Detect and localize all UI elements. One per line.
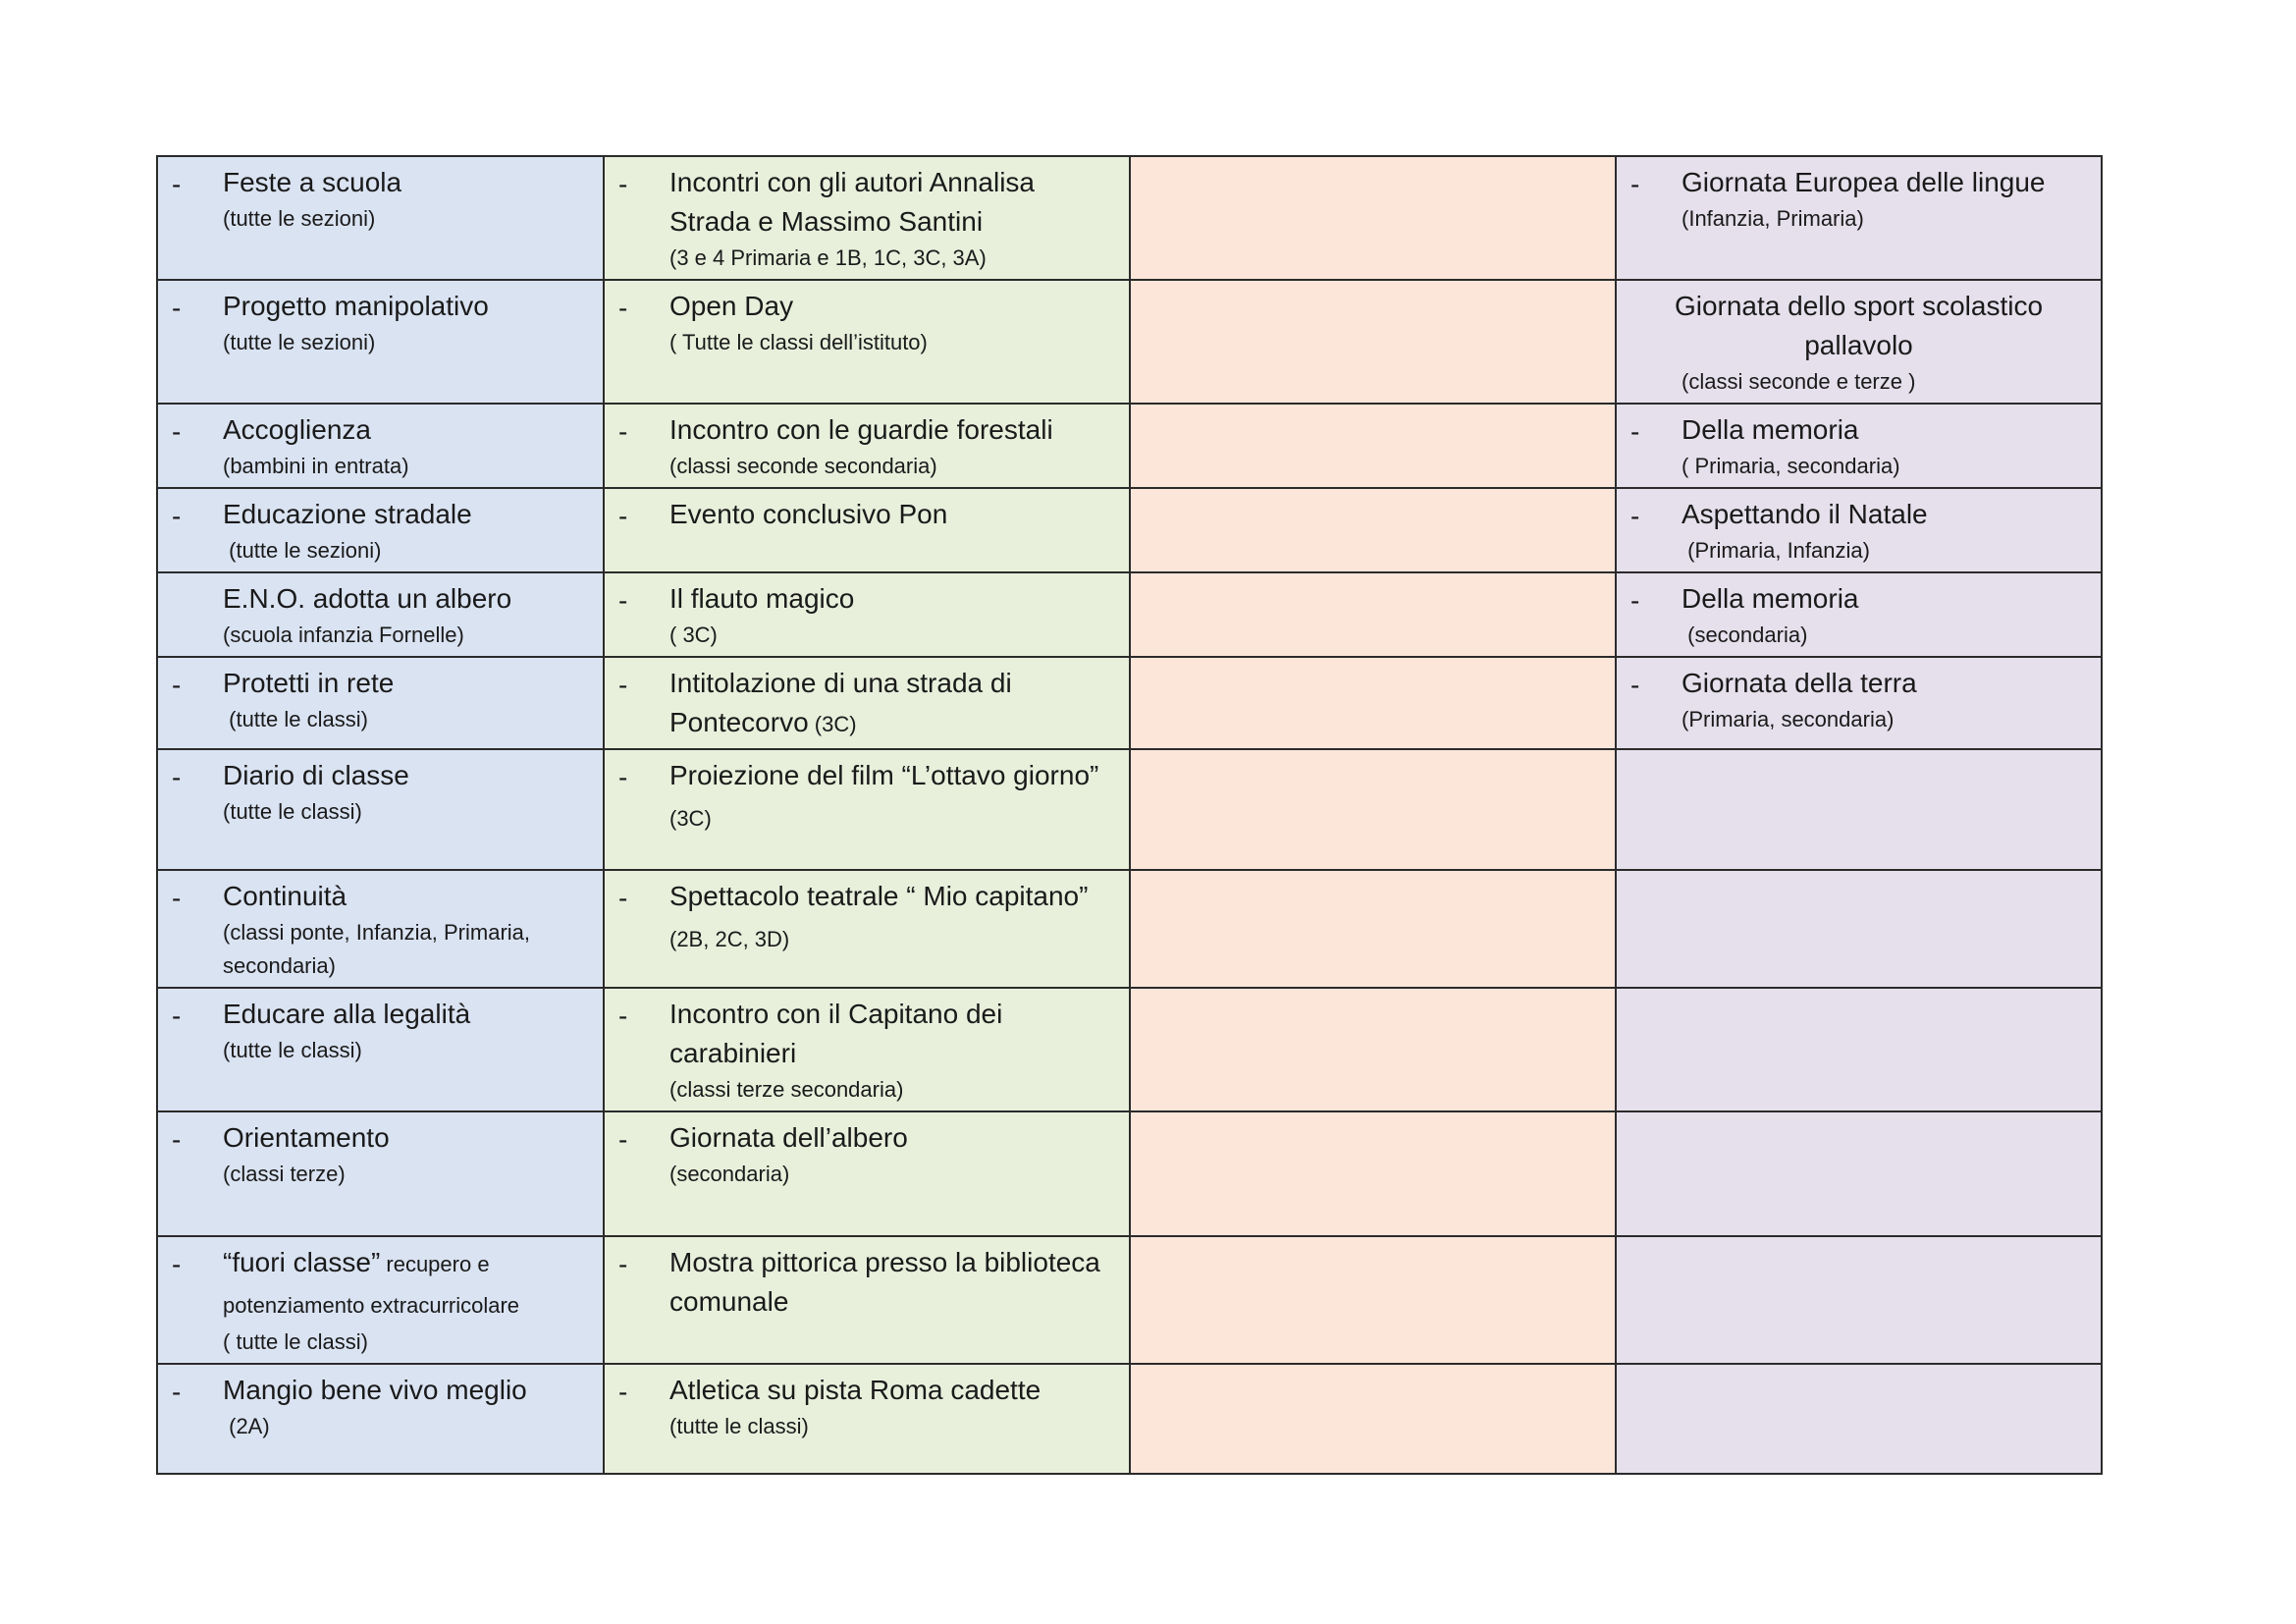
bullet-dash: -	[618, 293, 628, 323]
cell-content	[605, 281, 1129, 363]
table-cell-col3	[1130, 156, 1616, 280]
table-cell-col1	[157, 404, 604, 488]
cell-content	[1617, 157, 2101, 240]
table-row	[157, 156, 2102, 280]
cell-content	[158, 405, 603, 487]
activity-title	[669, 664, 1119, 744]
table-cell-col2	[604, 404, 1130, 488]
activity-title-text: Continuità	[223, 881, 347, 911]
activity-participants: (secondaria)	[669, 1162, 790, 1186]
activity-title-text: Incontri con gli autori Annalisa Strada e Massimo Santini	[669, 167, 1035, 237]
activity-title-text: Progetto manipolativo	[223, 291, 489, 321]
activity-title-text: “fuori classe”	[223, 1247, 381, 1277]
activity-title	[669, 756, 1119, 839]
table-row	[157, 749, 2102, 870]
activity-title	[669, 995, 1119, 1073]
table-cell-col4	[1616, 404, 2102, 488]
bullet-dash: -	[618, 883, 628, 913]
cell-content	[605, 1237, 1129, 1326]
bullet-dash: -	[172, 883, 182, 913]
activity-title-text: Diario di classe	[223, 760, 409, 790]
table-cell-col1	[157, 1364, 604, 1474]
activity-participants-inline: (3C)	[669, 806, 712, 831]
activity-title-text: Aspettando il Natale	[1682, 499, 1928, 529]
activities-table	[156, 155, 2103, 1475]
activity-title-text: Giornata della terra	[1682, 668, 1917, 698]
cell-content	[158, 1112, 603, 1195]
table-cell-col1	[157, 749, 604, 870]
activity-title-text: Incontro con il Capitano dei carabinieri	[669, 999, 1003, 1068]
bullet-dash: -	[1630, 585, 1640, 616]
bullet-dash: -	[1630, 501, 1640, 531]
table-cell-col4	[1616, 657, 2102, 749]
activity-title	[223, 1243, 593, 1326]
table-row	[157, 488, 2102, 572]
activity-participants-inline: recupero e potenziamento extracurricolare	[223, 1252, 520, 1318]
activity-title-text: Atletica su pista Roma cadette	[669, 1375, 1041, 1405]
bullet-dash: -	[172, 501, 182, 531]
activity-title	[223, 410, 593, 450]
cell-content	[158, 489, 603, 571]
cell-content	[158, 157, 603, 240]
activity-participants: (secondaria)	[1682, 623, 1808, 647]
activity-participants-inline: (2B, 2C, 3D)	[669, 927, 790, 951]
activity-participants: (tutte le classi)	[223, 799, 362, 824]
activity-participants: (tutte le classi)	[669, 1414, 809, 1438]
activity-title-text: Evento conclusivo Pon	[669, 499, 948, 529]
bullet-dash: -	[618, 1377, 628, 1407]
cell-content	[605, 871, 1129, 963]
cell-content	[1617, 573, 2101, 656]
activity-title	[223, 995, 593, 1034]
activity-participants: ( Primaria, secondaria)	[1682, 454, 1900, 478]
table-cell-col2	[604, 870, 1130, 988]
cell-content	[158, 871, 603, 987]
cell-content	[1617, 658, 2101, 740]
activity-title-text: Feste a scuola	[223, 167, 402, 197]
table-cell-col1	[157, 1111, 604, 1236]
activity-participants: (classi ponte, Infanzia, Primaria, secondaria)	[223, 920, 537, 978]
cell-content	[605, 489, 1129, 538]
bullet-dash: -	[618, 762, 628, 792]
activity-title	[1636, 287, 2081, 365]
bullet-dash: -	[618, 416, 628, 447]
table-cell-col4	[1616, 156, 2102, 280]
table-cell-col3	[1130, 572, 1616, 657]
activity-participants: ( 3C)	[669, 623, 718, 647]
table-cell-col1	[157, 572, 604, 657]
activity-title-text: Open Day	[669, 291, 794, 321]
table-cell-col1	[157, 988, 604, 1111]
bullet-dash: -	[172, 416, 182, 447]
table-row	[157, 404, 2102, 488]
activity-title-text: Giornata dell’albero	[669, 1122, 908, 1153]
activity-title-text: Orientamento	[223, 1122, 390, 1153]
bullet-dash: -	[618, 169, 628, 199]
table-cell-col3	[1130, 280, 1616, 404]
activity-participants: (2A)	[223, 1414, 270, 1438]
activity-title-text: Della memoria	[1682, 414, 1859, 445]
activity-title-text: Il flauto magico	[669, 583, 855, 614]
activity-participants: (scuola infanzia Fornelle)	[223, 623, 464, 647]
activity-title-text: Intitolazione di una strada di Pontecorvo	[669, 668, 1012, 737]
table-row	[157, 572, 2102, 657]
bullet-dash: -	[618, 670, 628, 700]
table-cell-col3	[1130, 1364, 1616, 1474]
activity-title-text: Giornata Europea delle lingue	[1682, 167, 2046, 197]
bullet-dash: -	[1630, 169, 1640, 199]
activity-title	[1682, 664, 2091, 703]
activity-title	[223, 664, 593, 703]
activity-title-text: Spettacolo teatrale “ Mio capitano”	[669, 881, 1089, 911]
table-cell-col2	[604, 156, 1130, 280]
activity-participants: ( tutte le classi)	[223, 1329, 368, 1354]
cell-content	[158, 573, 603, 656]
cell-content	[605, 658, 1129, 748]
activity-participants: (3 e 4 Primaria e 1B, 1C, 3C, 3A)	[669, 245, 987, 270]
activity-title	[223, 287, 593, 326]
activity-participants: (classi terze)	[223, 1162, 346, 1186]
activity-title	[223, 1371, 593, 1410]
table-cell-col4	[1616, 870, 2102, 988]
table-row	[157, 1364, 2102, 1474]
activity-title-text: Mangio bene vivo meglio	[223, 1375, 527, 1405]
table-cell-col1	[157, 280, 604, 404]
table-cell-col2	[604, 1236, 1130, 1364]
activity-participants: (Primaria, secondaria)	[1682, 707, 1895, 731]
table-cell-col4	[1616, 749, 2102, 870]
cell-content	[605, 750, 1129, 842]
table-cell-col2	[604, 749, 1130, 870]
activity-participants: (tutte le sezioni)	[223, 330, 376, 354]
table-row	[157, 1236, 2102, 1364]
table-cell-col2	[604, 1364, 1130, 1474]
table-cell-col3	[1130, 988, 1616, 1111]
table-cell-col4	[1616, 1111, 2102, 1236]
activities-table-body	[157, 156, 2102, 1474]
cell-content	[158, 1365, 603, 1447]
table-row	[157, 870, 2102, 988]
table-cell-col4	[1616, 1236, 2102, 1364]
table-cell-col2	[604, 657, 1130, 749]
bullet-dash: -	[1630, 416, 1640, 447]
activity-title	[669, 410, 1119, 450]
activity-participants: (classi seconde e terze )	[1682, 369, 1916, 394]
table-cell-col2	[604, 988, 1130, 1111]
cell-content	[158, 658, 603, 740]
table-cell-col1	[157, 870, 604, 988]
table-row	[157, 988, 2102, 1111]
activity-title	[669, 877, 1119, 959]
cell-content	[605, 157, 1129, 279]
bullet-dash: -	[172, 169, 182, 199]
activity-title-text: Protetti in rete	[223, 668, 395, 698]
activity-title	[669, 579, 1119, 619]
table-cell-col1	[157, 156, 604, 280]
activity-participants: (tutte le sezioni)	[223, 538, 382, 563]
activity-title-text: Accoglienza	[223, 414, 371, 445]
table-row	[157, 1111, 2102, 1236]
bullet-dash: -	[172, 1377, 182, 1407]
table-cell-col4	[1616, 1364, 2102, 1474]
cell-content	[605, 573, 1129, 656]
activity-title	[223, 163, 593, 202]
table-cell-col2	[604, 1111, 1130, 1236]
activity-participants-inline: (3C)	[808, 712, 857, 736]
bullet-dash: -	[1630, 670, 1640, 700]
table-cell-col3	[1130, 749, 1616, 870]
table-row	[157, 657, 2102, 749]
activity-title	[669, 287, 1119, 326]
activity-title	[669, 1243, 1119, 1322]
bullet-dash: -	[172, 1249, 182, 1279]
bullet-dash: -	[172, 670, 182, 700]
activity-title	[669, 163, 1119, 242]
table-cell-col1	[157, 1236, 604, 1364]
table-cell-col4	[1616, 572, 2102, 657]
table-cell-col3	[1130, 1111, 1616, 1236]
bullet-dash: -	[618, 1124, 628, 1155]
activity-title-text: Educare alla legalità	[223, 999, 471, 1029]
table-row	[157, 280, 2102, 404]
cell-content	[605, 1112, 1129, 1195]
activity-title	[223, 756, 593, 795]
activity-title	[669, 1118, 1119, 1158]
bullet-dash: -	[618, 585, 628, 616]
table-cell-col3	[1130, 657, 1616, 749]
activity-title	[223, 1118, 593, 1158]
activity-title	[1682, 163, 2091, 202]
activity-participants: (Primaria, Infanzia)	[1682, 538, 1870, 563]
bullet-dash: -	[618, 1001, 628, 1031]
activity-title-text: Mostra pittorica presso la biblioteca comunale	[669, 1247, 1100, 1317]
cell-content	[158, 750, 603, 833]
activity-title	[1682, 579, 2091, 619]
activity-participants: ( Tutte le classi dell’istituto)	[669, 330, 928, 354]
cell-content	[605, 989, 1129, 1110]
activity-participants: (Infanzia, Primaria)	[1682, 206, 1864, 231]
cell-content	[605, 405, 1129, 487]
activity-title-text: Giornata dello sport scolastico pallavolo	[1674, 291, 2044, 360]
activity-title	[223, 877, 593, 916]
activity-title	[223, 495, 593, 534]
table-cell-col4	[1616, 988, 2102, 1111]
activity-participants: (classi terze secondaria)	[669, 1077, 904, 1102]
table-cell-col3	[1130, 488, 1616, 572]
table-cell-col2	[604, 488, 1130, 572]
activity-participants: (bambini in entrata)	[223, 454, 409, 478]
activity-title	[669, 1371, 1119, 1410]
table-cell-col3	[1130, 404, 1616, 488]
activity-participants: (classi seconde secondaria)	[669, 454, 937, 478]
activity-title	[669, 495, 1119, 534]
activity-participants: (tutte le classi)	[223, 1038, 362, 1062]
table-cell-col3	[1130, 1236, 1616, 1364]
table-cell-col3	[1130, 870, 1616, 988]
table-cell-col1	[157, 657, 604, 749]
cell-content	[605, 1365, 1129, 1447]
activity-title-text: Incontro con le guardie forestali	[669, 414, 1053, 445]
activity-participants: (tutte le sezioni)	[223, 206, 376, 231]
bullet-dash: -	[618, 1249, 628, 1279]
activity-title-text: Della memoria	[1682, 583, 1859, 614]
bullet-dash: -	[172, 1001, 182, 1031]
activity-title	[1682, 495, 2091, 534]
activity-title	[1682, 410, 2091, 450]
table-cell-col4	[1616, 488, 2102, 572]
cell-content	[158, 989, 603, 1071]
activity-participants: (tutte le classi)	[223, 707, 368, 731]
activity-title-text: E.N.O. adotta un albero	[223, 583, 512, 614]
bullet-dash: -	[172, 762, 182, 792]
activity-title-text: Educazione stradale	[223, 499, 472, 529]
cell-content	[1617, 405, 2101, 487]
cell-content	[158, 1237, 603, 1363]
bullet-dash: -	[618, 501, 628, 531]
table-cell-col2	[604, 572, 1130, 657]
cell-content	[158, 281, 603, 363]
cell-content	[1617, 489, 2101, 571]
cell-content	[1617, 281, 2101, 403]
bullet-dash: -	[172, 293, 182, 323]
table-cell-col4	[1616, 280, 2102, 404]
activity-title-text: Proiezione del film “L’ottavo giorno”	[669, 760, 1099, 790]
bullet-dash: -	[172, 1124, 182, 1155]
table-cell-col2	[604, 280, 1130, 404]
table-cell-col1	[157, 488, 604, 572]
activity-title	[223, 579, 593, 619]
